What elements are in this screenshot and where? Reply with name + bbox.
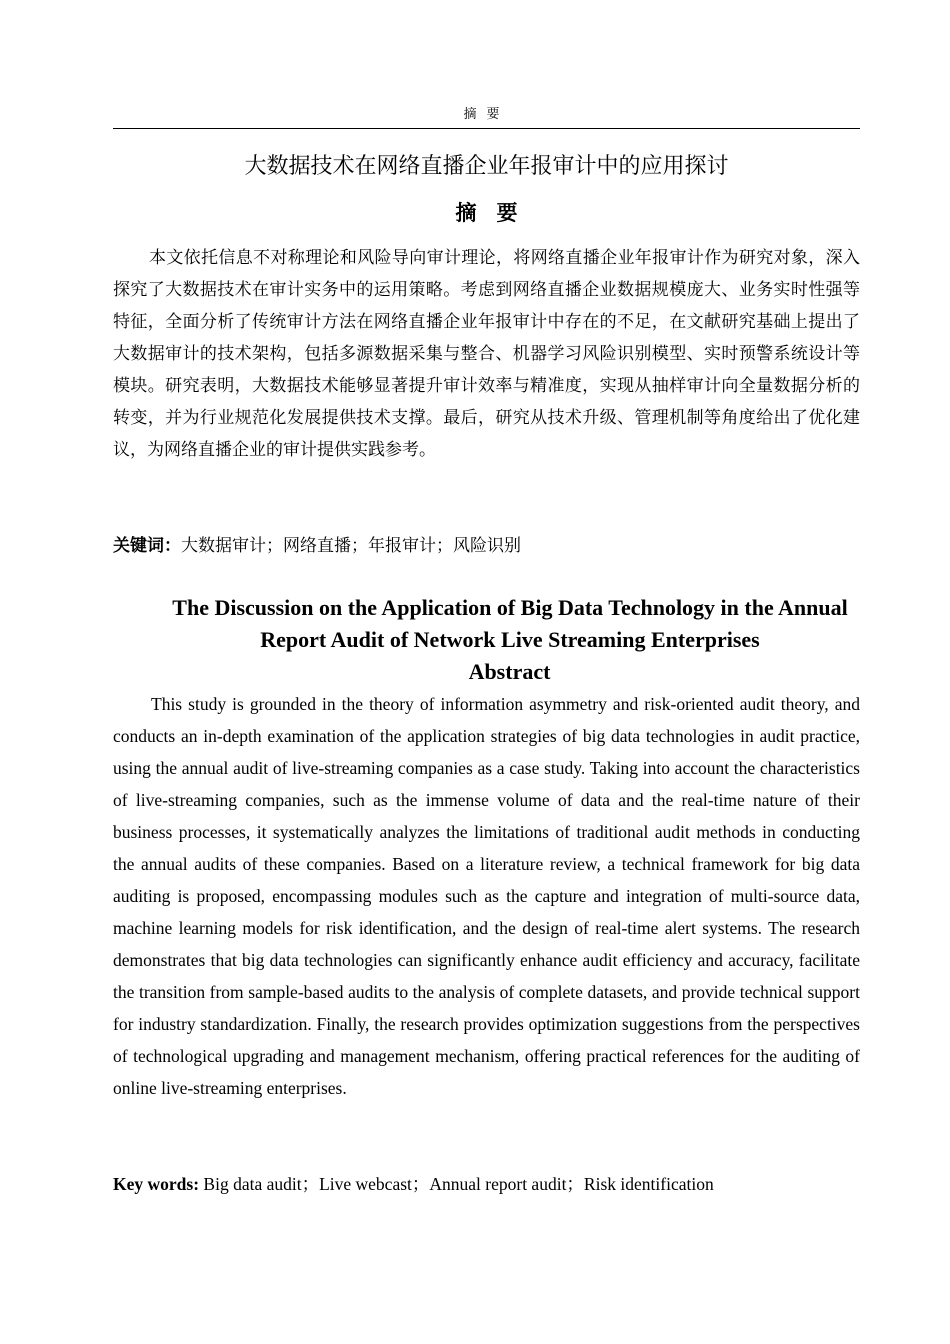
chinese-abstract-body: 本文依托信息不对称理论和风险导向审计理论，将网络直播企业年报审计作为研究对象，深入探究了大数据技术在审计实务中的运用策略。考虑到网络直播企业数据规模庞大、业务实时性强等特征，全面分析了传统审计方法在网络直播企业年报审计中存在的不足，在文献研究基础上提出了大数据审计的技术架构，包括多源数据采集与整合、机器学习风险识别模型、实时预警系统设计等模块。研究表明，大数据技术能够显著提升审计效率与精准度，实现从抽样审计向全量数据分析的转变，并为行业规范化发展提供技术支撑。最后，研究从技术升级、管理机制等角度给出了优化建议，为网络直播企业的审计提供实践参考。 — [113, 248, 860, 460]
english-keywords-label: Key words: — [113, 1174, 200, 1194]
chinese-keywords — [113, 530, 860, 562]
chinese-abstract-heading: 摘要 — [455, 201, 538, 225]
english-keywords — [113, 1168, 860, 1200]
english-title: The Discussion on the Application of Big Data Technology in the Annual Report Audit of Network Live Streaming Enterprises — [172, 595, 848, 652]
english-keywords-text: Big data audit；Live webcast；Annual report audit；Risk identification — [203, 1174, 714, 1194]
english-abstract-heading: Abstract — [468, 659, 551, 684]
running-header: 摘要 — [463, 107, 510, 122]
english-abstract-body: This study is grounded in the theory of information asymmetry and risk-oriented audit theory, and conducts an in-depth examination of the application strategies of big data technologies in audit practice, using the annual audit of live-streaming companies as a case study. Taking into account the characteristics of live-streaming companies, such as the immense volume of data and the real-time nature of their business processes, it systematically analyzes the limitations of traditional audit methods in conducting the annual audits of these companies. Based on a literature review, a technical framework for big data auditing is proposed, encompassing modules such as the capture and integration of multi-source data, machine learning models for risk identification, and the design of real-time alert systems. The research demonstrates that big data technologies can significantly enhance audit efficiency and accuracy, facilitate the transition from sample-based audits to the analysis of complete datasets, and provide technical support for industry standardization. Finally, the research provides optimization suggestions from the perspectives of technological upgrading and management mechanism, offering practical references for the auditing of online live-streaming enterprises. — [113, 694, 860, 1098]
header-rule — [113, 128, 860, 129]
chinese-title: 大数据技术在网络直播企业年报审计中的应用探讨 — [244, 154, 729, 179]
chinese-keywords-label: 关键词： — [113, 536, 181, 556]
chinese-keywords-text: 大数据审计；网络直播；年报审计；风险识别 — [181, 536, 521, 556]
